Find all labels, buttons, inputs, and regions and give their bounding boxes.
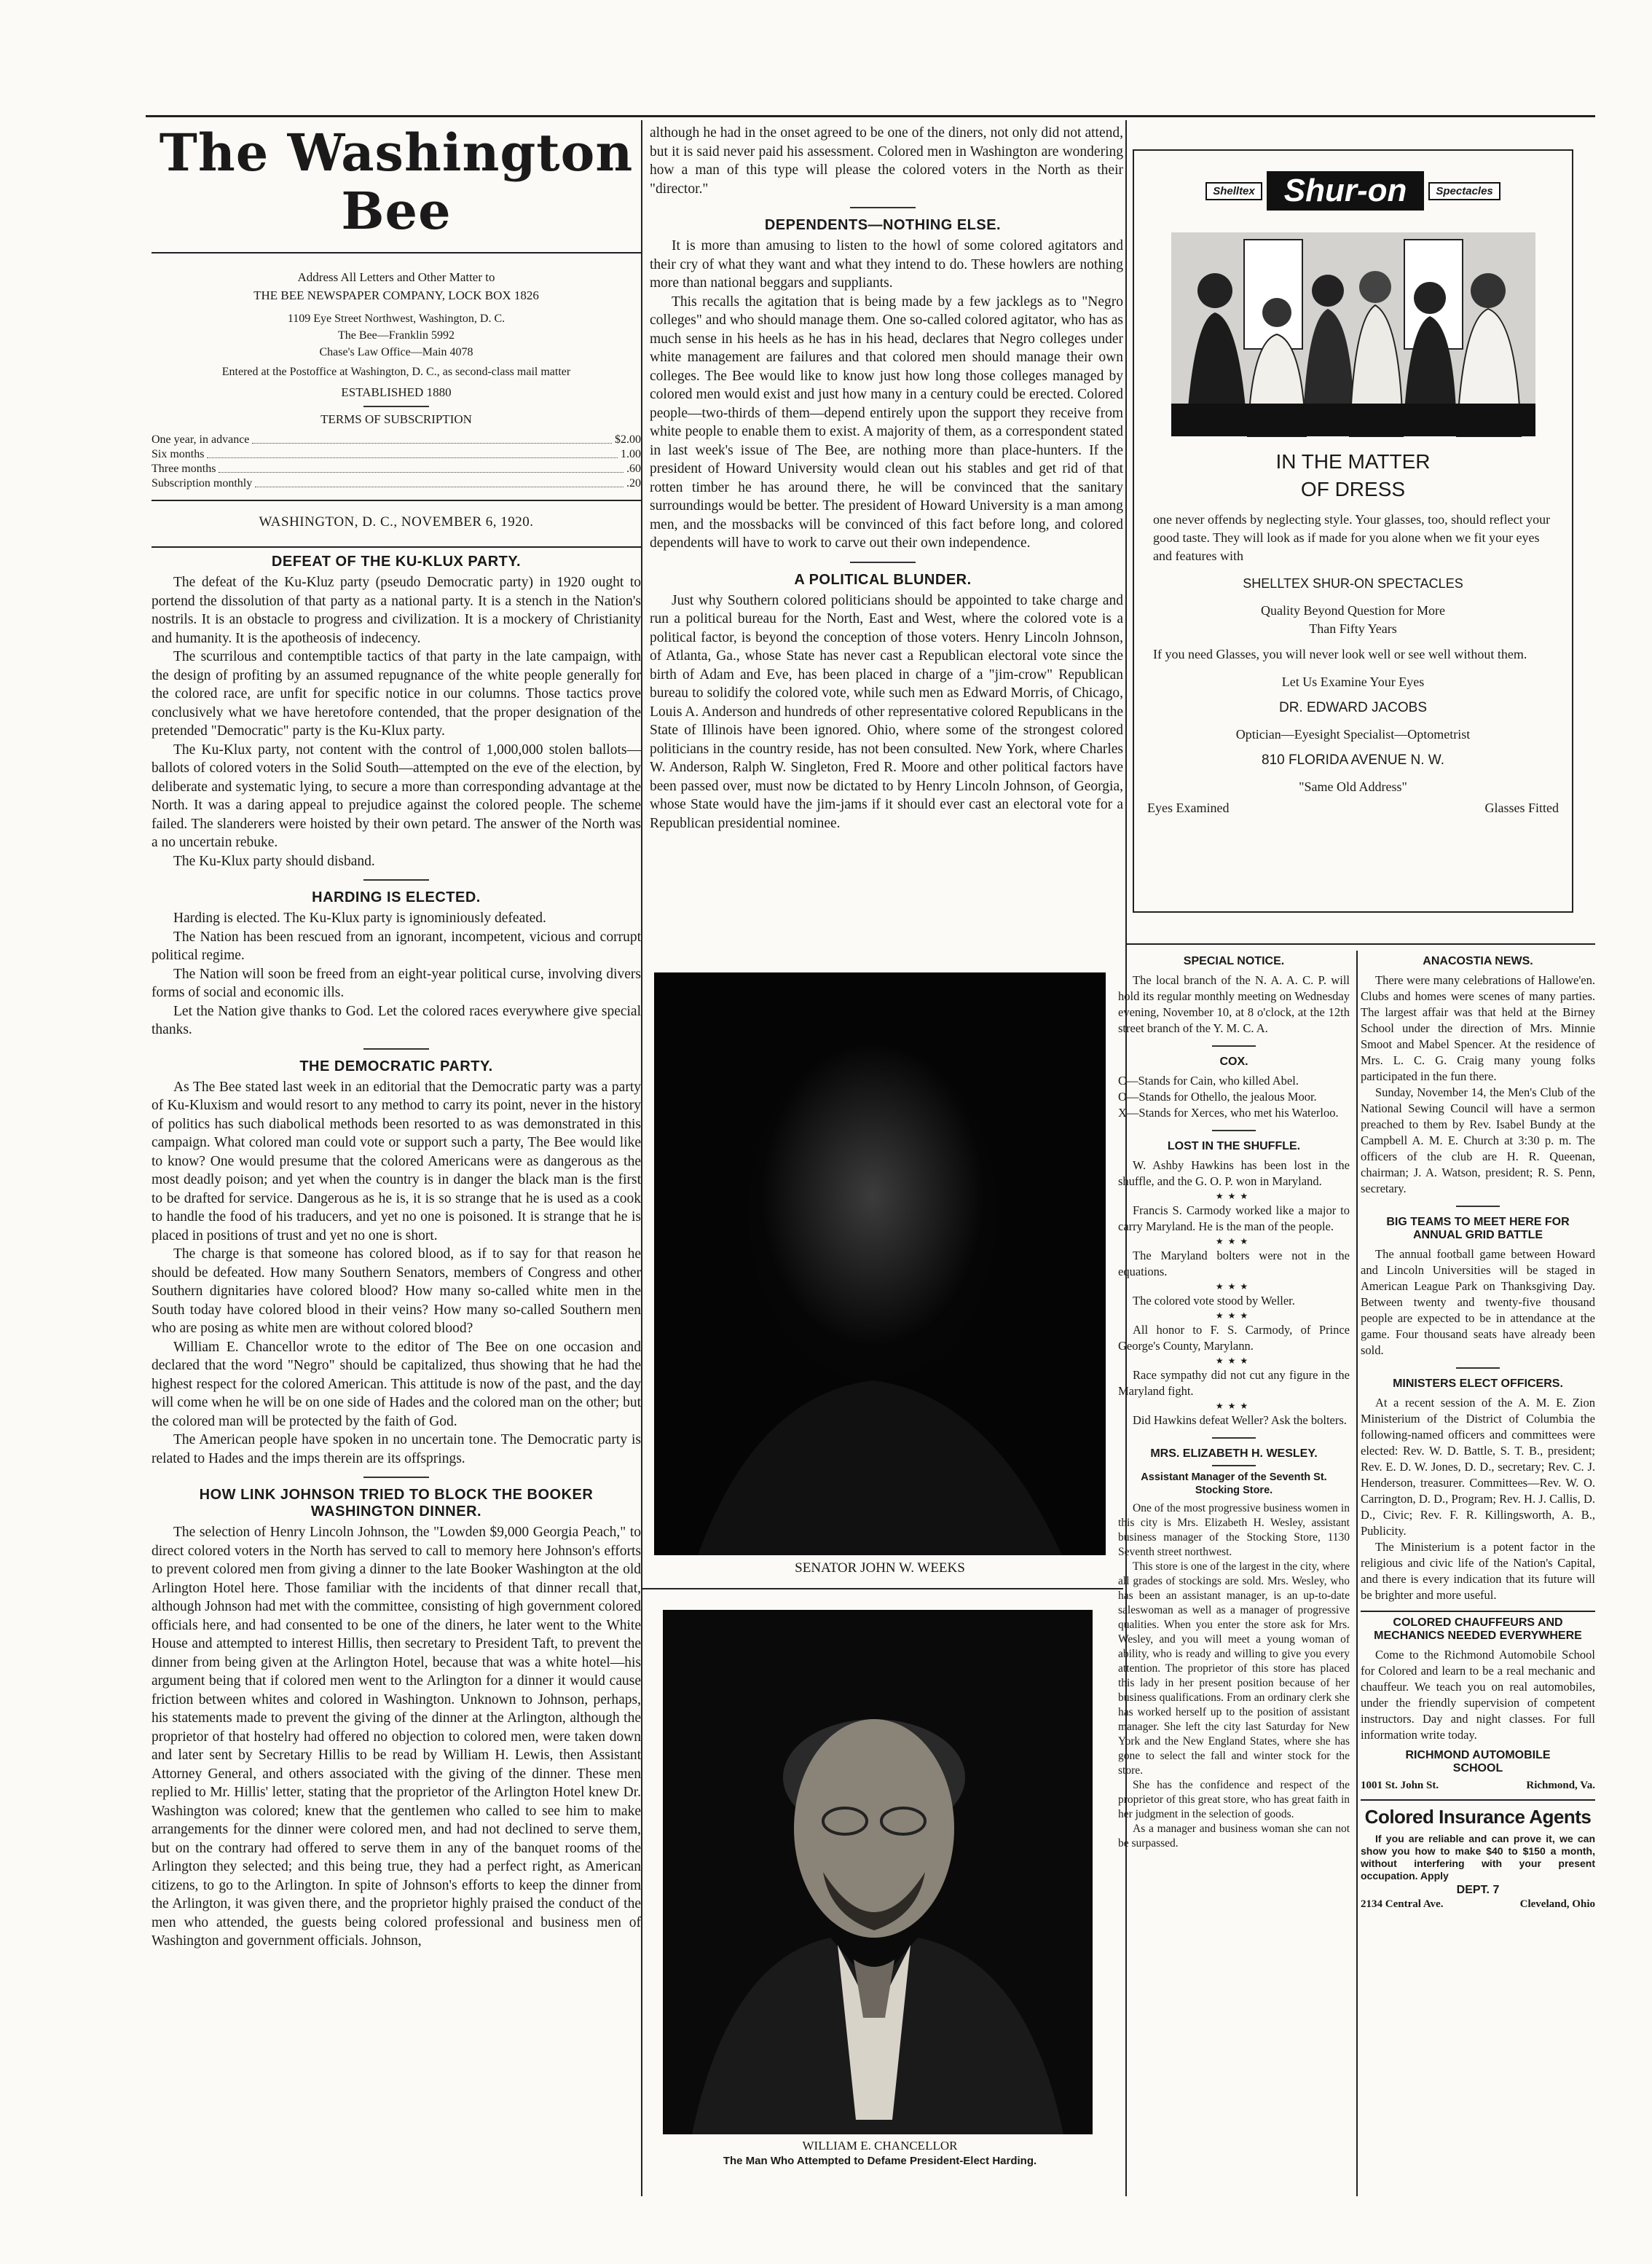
- headline-chauffeurs: COLORED CHAUFFEURS AND MECHANICS NEEDED EVERYWHERE: [1374, 1616, 1582, 1642]
- photo-caption-weeks: SENATOR JOHN W. WEEKS: [795, 1560, 965, 1576]
- headline-anacostia: ANACOSTIA NEWS.: [1423, 955, 1533, 967]
- established-line: ESTABLISHED 1880: [341, 385, 452, 399]
- top-rule: [146, 115, 1595, 117]
- article-political-blunder: Just why Southern colored politicians should be appointed to take charge and run a political bureau for the North, East and West, where the colored vote is a political factor, is beyond the conception of those voters. Henry Lincoln Johnson, of Atlanta, Ga., whose State has never cast a Republican electoral vote since the birth of Adam and Eve, has been placed in charge of a "jim-crow" Republican bureau to solidify the colored vote, while such men as Edward Morris, of Chicago, Louis A. Anderson and hundreds of other representative colored Republicans in the State of Illinois have been ignored. Ohio, where some of the strongest colored politicians in the country reside, has not been consulted. New York, where Charles W. Anderson, Ralph W. Singleton, Fred R. Moore and other political factors have been passed over, must now be dictated to by Henry Lincoln Johnson, of Georgia, whose State would have the jim-jams if it should ever cast an electoral vote for a Republican presidential nominee.: [650, 592, 1123, 831]
- shuron-copy: one never offends by neglecting style. Your glasses, too, should reflect your good taste. They will look as if made for you alone when we fit your eyes and features with: [1153, 512, 1551, 563]
- shuron-head-1: IN THE MATTER: [1275, 450, 1431, 473]
- insurance-dept: DEPT. 7: [1456, 1884, 1500, 1896]
- article-harding: Harding is elected. The Ku-Klux party is ignominiously defeated. The Nation has been rescued from an ignorant, incompetent, vicious and corrupt political regime. The Nation will soon be freed from an eight-year political curse, involving divers forms of social and economic ills. Let the Nation give thanks to God. Let the colored races everywhere give special thanks.: [152, 911, 641, 1037]
- shuron-same-address: "Same Old Address": [1299, 779, 1407, 794]
- photo-rule: [642, 1588, 1123, 1589]
- headline-grid-battle: BIG TEAMS TO MEET HERE FOR ANNUAL GRID BATTLE: [1386, 1216, 1570, 1241]
- shuron-doctor: DR. EDWARD JACOBS: [1278, 700, 1428, 715]
- company-line: THE BEE NEWSPAPER COMPANY, LOCK BOX 1826: [253, 288, 539, 302]
- shuron-quality-1: Quality Beyond Question for More: [1261, 603, 1445, 618]
- shuron-ad-border: [1133, 149, 1573, 913]
- article-continued: although he had in the onset agreed to be one of the diners, not only did not attend, but it is said never paid his assessment. Colored men in Washington are wondering how a man of this type will please the colored voters in the North as their "director.": [650, 125, 1123, 197]
- terms-table: [152, 433, 641, 491]
- masthead-title: The Washington Bee: [159, 124, 634, 241]
- headline-special-notice: SPECIAL NOTICE.: [1183, 955, 1285, 967]
- headline-political-blunder: A POLITICAL BLUNDER.: [794, 571, 972, 588]
- terms-title: TERMS OF SUBSCRIPTION: [320, 412, 472, 426]
- article-democratic: As The Bee stated last week in an editorial that the Democratic party was a party of Ku-Kluxism and would resort to any method to carry its point, never in the history of politics has such diabolical methods been resorted to as was demonstrated in this campaign. What colored man could vote or support such a party, The Bee would like to know? One would presume that the colored Americans were as dangerous as the most deadly poison; and yet when the country is in danger the black man is the first to be drafted for service. Dangerous as he is, it is so strange that he is used as a cook to handle the food of his traducers, and yet no one is poisoned. It is strange that he is placed in positions of trust and yet no one is short. The charge is that someone has colored blood, as if to say for that reason he should be defeated. How many Southern Senators, members of Congress and other Southern dignitaries have colored blood? How many so-called white men in the South today have colored blood in their veins? How many so-called Southern men who are posing as white men are without colored blood? William E. Chancellor wrote to the editor of The Bee on one occasion and declared that the word "Negro" should be capitalized, thus showing that he had the highest respect for the colored American. This attitude is now of the past, and the day will come when he will be on one side of Hades and the colored man on the other; but the colored man will be protected by the faith of God. The American people have spoken in no uncertain tone. The Democratic party is related to Hades and the imps therein are its offsprings.: [152, 1079, 641, 1466]
- headline-dependents: DEPENDENTS—NOTHING ELSE.: [764, 217, 1002, 233]
- grid-battle: The annual football game between Howard and Lincoln Universities will be staged in American League Park on Thanksgiving Day. Between twenty and twenty-five thousand people are expected to be in attendance at the game. Four thousand seats have already been sold.: [1361, 1247, 1595, 1357]
- photo-caption-chancellor: WILLIAM E. CHANCELLOR The Man Who Attempted to Defame President-Elect Harding.: [723, 2139, 1037, 2167]
- shuron-address: 810 FLORIDA AVENUE N. W.: [1262, 752, 1444, 768]
- richmond-school-1: RICHMOND AUTOMOBILE: [1405, 1749, 1551, 1761]
- anacostia-news: There were many celebrations of Hallowe'en. Clubs and homes were scenes of many parties. The largest affair was that held at the Birney School under the direction of Mrs. Minnie Smoot and Mabel Spencer. At the residence of Mrs. L. C. G. Craig many young folks participated in the fun there. Sunday, November 14, the Men's Club of the National Sewing Council will have a sermon preached to them by Rev. Isabel Bundy at the Campbell A. M. E. Church at 3:30 p. m. The officers of the club are H. R. Queenan, chairman; J. A. Watson, president; R. S. Penn, secretary.: [1361, 973, 1595, 1195]
- phone-line-1: The Bee—Franklin 5992: [338, 329, 455, 342]
- shuron-title: Optician—Eyesight Specialist—Optometrist: [1235, 727, 1471, 742]
- richmond-school-2: SCHOOL: [1452, 1762, 1503, 1774]
- wesley-subhead: Assistant Manager of the Seventh St. Stocking Store.: [1141, 1471, 1327, 1496]
- shuron-footer: Eyes Examined Glasses Fitted: [1147, 801, 1559, 815]
- insurance-ad: If you are reliable and can prove it, we can show you how to make $40 to $150 a month, without interfering with your present occupation. Apply: [1361, 1833, 1595, 1882]
- street-line: 1109 Eye Street Northwest, Washington, D. C.: [287, 313, 506, 325]
- headline-lost-in-shuffle: LOST IN THE SHUFFLE.: [1167, 1140, 1301, 1152]
- shuron-logo: Shelltex Shur-on Spectacles: [1140, 171, 1566, 211]
- shuron-head-2: OF DRESS: [1300, 478, 1406, 500]
- headline-ministers: MINISTERS ELECT OFFICERS.: [1393, 1377, 1563, 1390]
- shuron-copy-2: If you need Glasses, you will never look well or see well without them.: [1153, 647, 1527, 661]
- photo-senator-weeks: [654, 972, 1106, 1555]
- headline-cox: COX.: [1219, 1056, 1248, 1068]
- headline-harding: HARDING IS ELECTED.: [312, 889, 481, 905]
- column-notices: [1118, 951, 1350, 2196]
- photo-chancellor: [663, 1610, 1093, 2134]
- headline-insurance-agents: Colored Insurance Agents: [1364, 1806, 1592, 1828]
- lost-in-shuffle: W. Ashby Hawkins has been lost in the shuffle, and the G. O. P. won in Maryland. ★★★ Francis S. Carmody worked like a major to carry Maryland. He is the man of the people. ★★★ The Maryland bolters were not in the equations. ★★★ The colored vote stood by Weller. ★★★ All honor to F. S. Carmody, of Prince George's County, Marylann. ★★★ Race sympathy did not cut any figure in the Maryland fight. ★★★ Did Hawkins defeat Weller? Ask the bolters.: [1118, 1158, 1350, 1427]
- section-rule: [1125, 943, 1595, 945]
- shuron-quality-2: Than Fifty Years: [1309, 621, 1397, 636]
- special-notice: The local branch of the N. A. A. C. P. will hold its regular monthly meeting on Wednesday evening, November 10, at 8 o'clock, at the 12th street branch of the Y. M. C. A.: [1118, 973, 1350, 1035]
- headline-ku-klux: DEFEAT OF THE KU-KLUX PARTY.: [271, 554, 522, 570]
- phone-line-2: Chase's Law Office—Main 4078: [319, 346, 473, 358]
- dateline: WASHINGTON, D. C., NOVEMBER 6, 1920.: [259, 514, 534, 530]
- ministers-article: At a recent session of the A. M. E. Zion Ministerium of the District of Columbia the following-named officers and committees were elected: Rev. W. D. Battle, S. T. B., president; Rev. E. D. W. Jones, D. D., secretary; Rev. C. J. Henderson, treasurer. Committees—Rev. W. O. Carrington, D. D., Program; Rev. H. J. Callis, D. D., Civic; Rev. F. R. Killingsworth, A. B., Publicity. The Ministerium is a potent factor in the religious and civic life of the Nation's Capital, and there is every indication that its future will be brighter and more useful.: [1361, 1396, 1595, 1602]
- headline-democratic: THE DEMOCRATIC PARTY.: [299, 1058, 493, 1074]
- chauffeurs-ad: Come to the Richmond Automobile School for Colored and learn to be a real mechanic and chauffeur. We teach you on real automobiles, under the friendly supervision of competent instructors. Day and night classes. For full information write today.: [1361, 1648, 1595, 1742]
- column-rule-3: [1356, 951, 1358, 2196]
- entered-line: Entered at the Postoffice at Washington, D. C., as second-class mail matter: [221, 366, 571, 378]
- terms-row: One year, in advance $2.00: [152, 433, 641, 446]
- column-articles: [642, 124, 1123, 965]
- article-dependents: It is more than amusing to listen to the howl of some colored agitators and their cry of what they want and what they intend to do. These howlers are nothing more than national beggars and suppliants. This recalls the agitation that is being made by a few jacklegs as to "Negro colleges" and who should manage them. One so-called colored agitator, who has as much sense in his heels as he has in his head, declares that Negro colleges under white management are failures and that colored men should manage their own colleges. The Bee would like to know just how long those colleges managed by colored men would exist and just how many in a century could be erected. Colored people—two-thirds of them—depend entirely upon the support they receive from white people to enable them to exist. A majority of them, as a correspondent stated in last week's issue of The Bee, are nothing more than place-hunters. If the president of Howard University would clean out his stables and get rid of that rotten timber he has around there, he will be convinced that the sanitary surroundings would be better. The president of Howard University is a man among men, and the mossbacks will be convinced of this fact before long, and colored dependents will have to work to carve out their own independence.: [650, 238, 1123, 551]
- shuron-examine: Let Us Examine Your Eyes: [1281, 675, 1425, 689]
- column-editorial: [152, 124, 641, 2196]
- terms-row: Subscription monthly .20: [152, 477, 641, 490]
- address-line: Address All Letters and Other Matter to: [297, 270, 495, 284]
- article-link-johnson: The selection of Henry Lincoln Johnson, the "Lowden $9,000 Georgia Peach," to direct colored voters in the North has served to call to memory here Johnson's efforts to prevent colored men from giving a dinner to the late Booker Washington at the old Arlington Hotel here. Those familiar with the incidents of that dinner recall that, although Johnson had met with the committee, consisting of high government colored officials here, and had consented to be one of the diners, he later went to the White House and attempted to interest Hillis, then secretary to President Taft, to prevent the dinner from being given at the Arlington Hotel, because that was a white hotel—his argument being that if colored men went to the Arlington for a dinner it would cause friction between whites and colored in Washington. Unknown to Johnson, perhaps, his statements made to prevent the giving of the dinner at the Arlington, although the proprietor of that hostelry had offered no objection to colored men, were taken down and later sent by Secretary Hillis to be read by William H. Lewis, then Assistant Attorney General, and others associated with the giving of the dinner. These men replied to Mr. Hillis' letter, stating that the proprietor of the Arlington Hotel knew Dr. Washington was colored; knew that the gentlemen who called to see him to make arrangements for the dinner were colored men, and had not declined to serve them, but on the contrary had offered to serve them in any of the banquet rooms of the Arlington they selected; and this being true, they had a perfect right, as American citizens, to go to the Arlington. In spite of Johnson's efforts to keep the dinner from the Arlington, it was given there, and the proprietor highly praised the conduct of the men who attended, the guests being colored professional and business men of Washington and government officials. Johnson,: [152, 1525, 641, 1949]
- wesley-article: One of the most progressive business women in this city is Mrs. Elizabeth H. Wesley, assistant business manager of the Stocking Store, 1130 Seventh street northwest. This store is one of the largest in the city, where all grades of stockings are sold. Mrs. Wesley, who has been an assistant manager, is an up-to-date saleswoman as well as a manager of progressive qualities. When you enter the store ask for Mrs. Wesley, and you will meet a young woman of ability, who is ready and willing to give you every attention. The proprietor of this store has placed this lady in her present position because of her business qualifications. From an ordinary clerk she has worked herself up to the position of assistant manager. She left the city last Saturday for New York and the New England States, where she has gone to select the fall and winter stock for the store. She has the confidence and respect of the proprietor of this great store, who has great faith in her judgment in the selection of goods. As a manager and business woman she can not be surpassed.: [1118, 1502, 1350, 1850]
- cox-list: C—Stands for Cain, who killed Abel. O—Stands for Othello, the jealous Moor. X—Stands for Xerces, who met his Waterloo.: [1118, 1074, 1339, 1120]
- column-local-news: [1361, 951, 1595, 2196]
- terms-row: Three months .60: [152, 463, 641, 475]
- headline-wesley: MRS. ELIZABETH H. WESLEY.: [1150, 1447, 1318, 1460]
- terms-row: Six months 1.00: [152, 448, 641, 460]
- headline-link-johnson: HOW LINK JOHNSON TRIED TO BLOCK THE BOOKER WASHINGTON DINNER.: [199, 1487, 594, 1520]
- richmond-address: 1001 St. John St. Richmond, Va.: [1361, 1780, 1595, 1791]
- insurance-address: 2134 Central Ave. Cleveland, Ohio: [1361, 1898, 1595, 1910]
- article-ku-klux: The defeat of the Ku-Kluz party (pseudo Democratic party) in 1920 ought to portend the dissolution of that party as a national party. It is a stench in the Nation's nostrils. It is an obstacle to progress and civilization. It is a mockery of Christianity and humanity. It is the apotheosis of indecency. The scurrilous and contemptible tactics of that party in the late campaign, with the design of profiting by an assumed repugnance of the white people generally for the colored race, are unfit for specific notice in our columns. Those tactics prove conclusively what we have heretofore contended, that the proper designation of the pretended "Democratic" party is the Ku-Klux party. The Ku-Klux party, not content with the control of 1,000,000 stolen ballots—ballots of colored voters in the Solid South—attempted on the eve of the election, by deliberate and systematic lying, to secure a more than corresponding advantage at the North. It was a daring appeal to prejudice against the colored people. The scheme failed. The slanderers were hoisted by their own petard. The answer of the North was a no uncertain rebuke. The Ku-Klux party should disband.: [152, 575, 641, 869]
- shuron-brand: SHELLTEX SHUR-ON SPECTACLES: [1243, 576, 1463, 591]
